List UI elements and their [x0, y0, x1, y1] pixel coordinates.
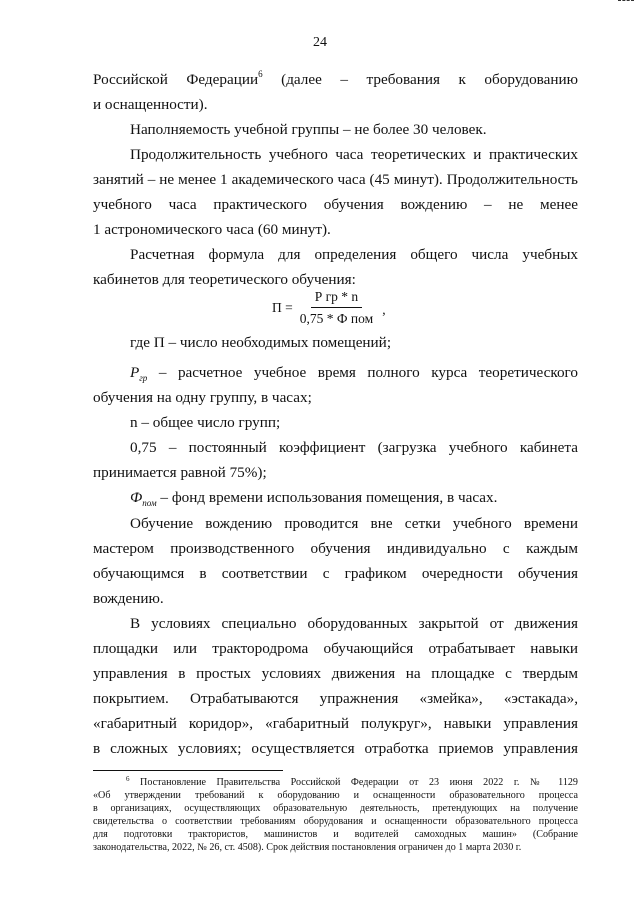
scan-corner-mark: [618, 0, 634, 5]
paragraph-line: принимается равной 75%);: [93, 464, 267, 481]
footnote: [93, 776, 578, 854]
paragraph-line: вождению.: [93, 590, 164, 607]
paragraph-line: $Ф_{пом}$ – фонд времени использования помещения, в часах.: [130, 489, 498, 508]
paragraph-line: Обучение вождению проводится вне сетки учебного времени: [130, 515, 578, 532]
paragraph-line: кабинетов для теоретического обучения:: [93, 271, 356, 288]
paragraph-line: где П – число необходимых помещений;: [130, 334, 392, 351]
formula-fraction: [296, 289, 377, 327]
paragraph-line: и оснащенности).: [93, 96, 208, 113]
footnote-mark: 6: [126, 775, 130, 783]
formula: [272, 288, 386, 328]
formula-denominator: 0,75 * Ф пом: [299, 311, 374, 326]
formula-numerator: Р гр * n: [311, 289, 362, 308]
symbol-p: P: [130, 364, 140, 381]
paragraph-line: Наполняемость учебной группы – не более 30 человек.: [130, 121, 487, 138]
footnote-line: $^6$ Постановление Правительства Российской Федерации от 23 июня 2022 г. № 1129: [126, 775, 578, 788]
paragraph-line: Расчетная формула для определения общего числа учебных: [130, 246, 578, 263]
paragraph-line: Российской Федерации$^6$ (далее – требования к оборудованию: [93, 69, 578, 88]
paragraph-line: Продолжительность учебного часа теоретических и практических: [130, 146, 578, 163]
footnote-line: свидетельства о соответствии требованиям оборудования и оснащенности образовательного процесса: [93, 816, 578, 827]
paragraph-line: 1 астрономического часа (60 минут).: [93, 221, 331, 238]
formula-lhs: П =: [272, 300, 293, 315]
paragraph-line: площадки или трактородрома обучающийся отрабатывает навыки: [93, 640, 578, 657]
paragraph-line: в сложных условиях; осуществляется отработка приемов управления: [93, 740, 578, 757]
paragraph-line: В условиях специально оборудованных закрытой от движения: [130, 615, 578, 632]
footnote-line: для подготовки трактористов, машинистов и водителей самоходных машин» (Собрание: [93, 829, 578, 840]
symbol-subscript: гр: [139, 373, 148, 383]
paragraph-line: обучения на одну группу, в часах;: [93, 389, 312, 406]
paragraph-line: мастером производственного обучения индивидуально с каждым: [93, 540, 578, 557]
paragraph-line: покрытием. Отрабатываются упражнения «змейка», «эстакада»,: [93, 690, 578, 707]
paragraph-line: занятий – не менее 1 академического часа (45 минут). Продолжительность: [93, 171, 578, 188]
footnote-line: «Об утверждении требований к оборудованию и оснащенности образовательного процесса: [93, 790, 578, 801]
paragraph-line: управления в простых условиях движения на площадке с твердым: [93, 665, 578, 682]
paragraph-line: $P_{гр}$ – расчетное учебное время полного курса теоретического: [130, 364, 578, 383]
symbol-f: Ф: [130, 489, 143, 506]
paragraph-line: «габаритный коридор», «габаритный полукруг», навыки управления: [93, 715, 578, 732]
paragraph-line: учебного часа практического обучения вождению – не менее: [93, 196, 578, 213]
page-number: 24: [313, 35, 327, 50]
paragraph-line: обучающимся в соответствии с графиком очередности обучения: [93, 565, 578, 582]
footnote-line: законодательства, 2022, № 26, ст. 4508). Срок действия постановления ограничен до 1 марта 2030 г.: [93, 842, 522, 853]
paragraph-line: n – общее число групп;: [130, 414, 281, 431]
footnote-line: в организациях, осуществляющих образовательную деятельность, претендующих на получение: [93, 803, 578, 814]
formula-comma: ,: [382, 302, 386, 317]
footnote-divider: [93, 770, 283, 771]
paragraph-line: 0,75 – постоянный коэффициент (загрузка учебного кабинета: [130, 439, 578, 456]
symbol-subscript: пом: [142, 498, 157, 508]
footnote-reference: 6: [258, 69, 263, 79]
